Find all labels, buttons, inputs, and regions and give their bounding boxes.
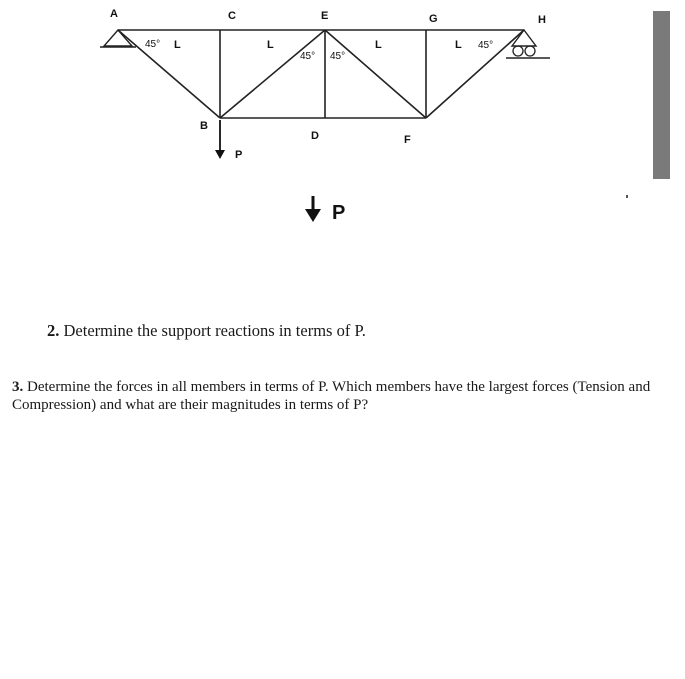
angle-label: 45° [145, 39, 161, 50]
question-text: Determine the support reactions in terms of P. [63, 321, 366, 340]
stray-dot [626, 195, 628, 198]
node-label-B: B [200, 120, 208, 132]
roller-support-H [506, 30, 550, 58]
angle-label: 45° [330, 51, 346, 62]
question-text: Determine the forces in all members in terms of P. Which members have the largest forces (Tension and Compression) and what are their magnitudes in terms of P? [12, 379, 651, 413]
panel-length-label: L [174, 39, 181, 51]
node-label-G: G [429, 13, 438, 25]
node-label-C: C [228, 10, 236, 22]
large-load-label: P [332, 202, 346, 224]
pin-support-A [100, 30, 136, 47]
node-label-D: D [311, 130, 319, 142]
panel-length-label: L [375, 39, 382, 51]
panel-length-label: L [455, 39, 462, 51]
node-label-F: F [404, 134, 411, 146]
scrollbar[interactable] [653, 11, 670, 179]
member-F-H [426, 30, 524, 118]
node-label-H: H [538, 14, 546, 26]
angle-label: 45° [300, 51, 316, 62]
large-load-arrow [305, 196, 321, 222]
member-A-B [118, 30, 220, 118]
node-label-A: A [110, 8, 118, 20]
angle-label: 45° [478, 40, 494, 51]
load-arrow-B [215, 120, 225, 159]
panel-length-label: L [267, 39, 274, 51]
question-number: 3. [12, 379, 24, 395]
question-2 [47, 322, 366, 340]
load-label: P [235, 149, 243, 161]
question-number: 2. [47, 321, 60, 340]
node-label-E: E [321, 10, 329, 22]
question-3 [12, 378, 684, 414]
truss-diagram [0, 0, 685, 250]
